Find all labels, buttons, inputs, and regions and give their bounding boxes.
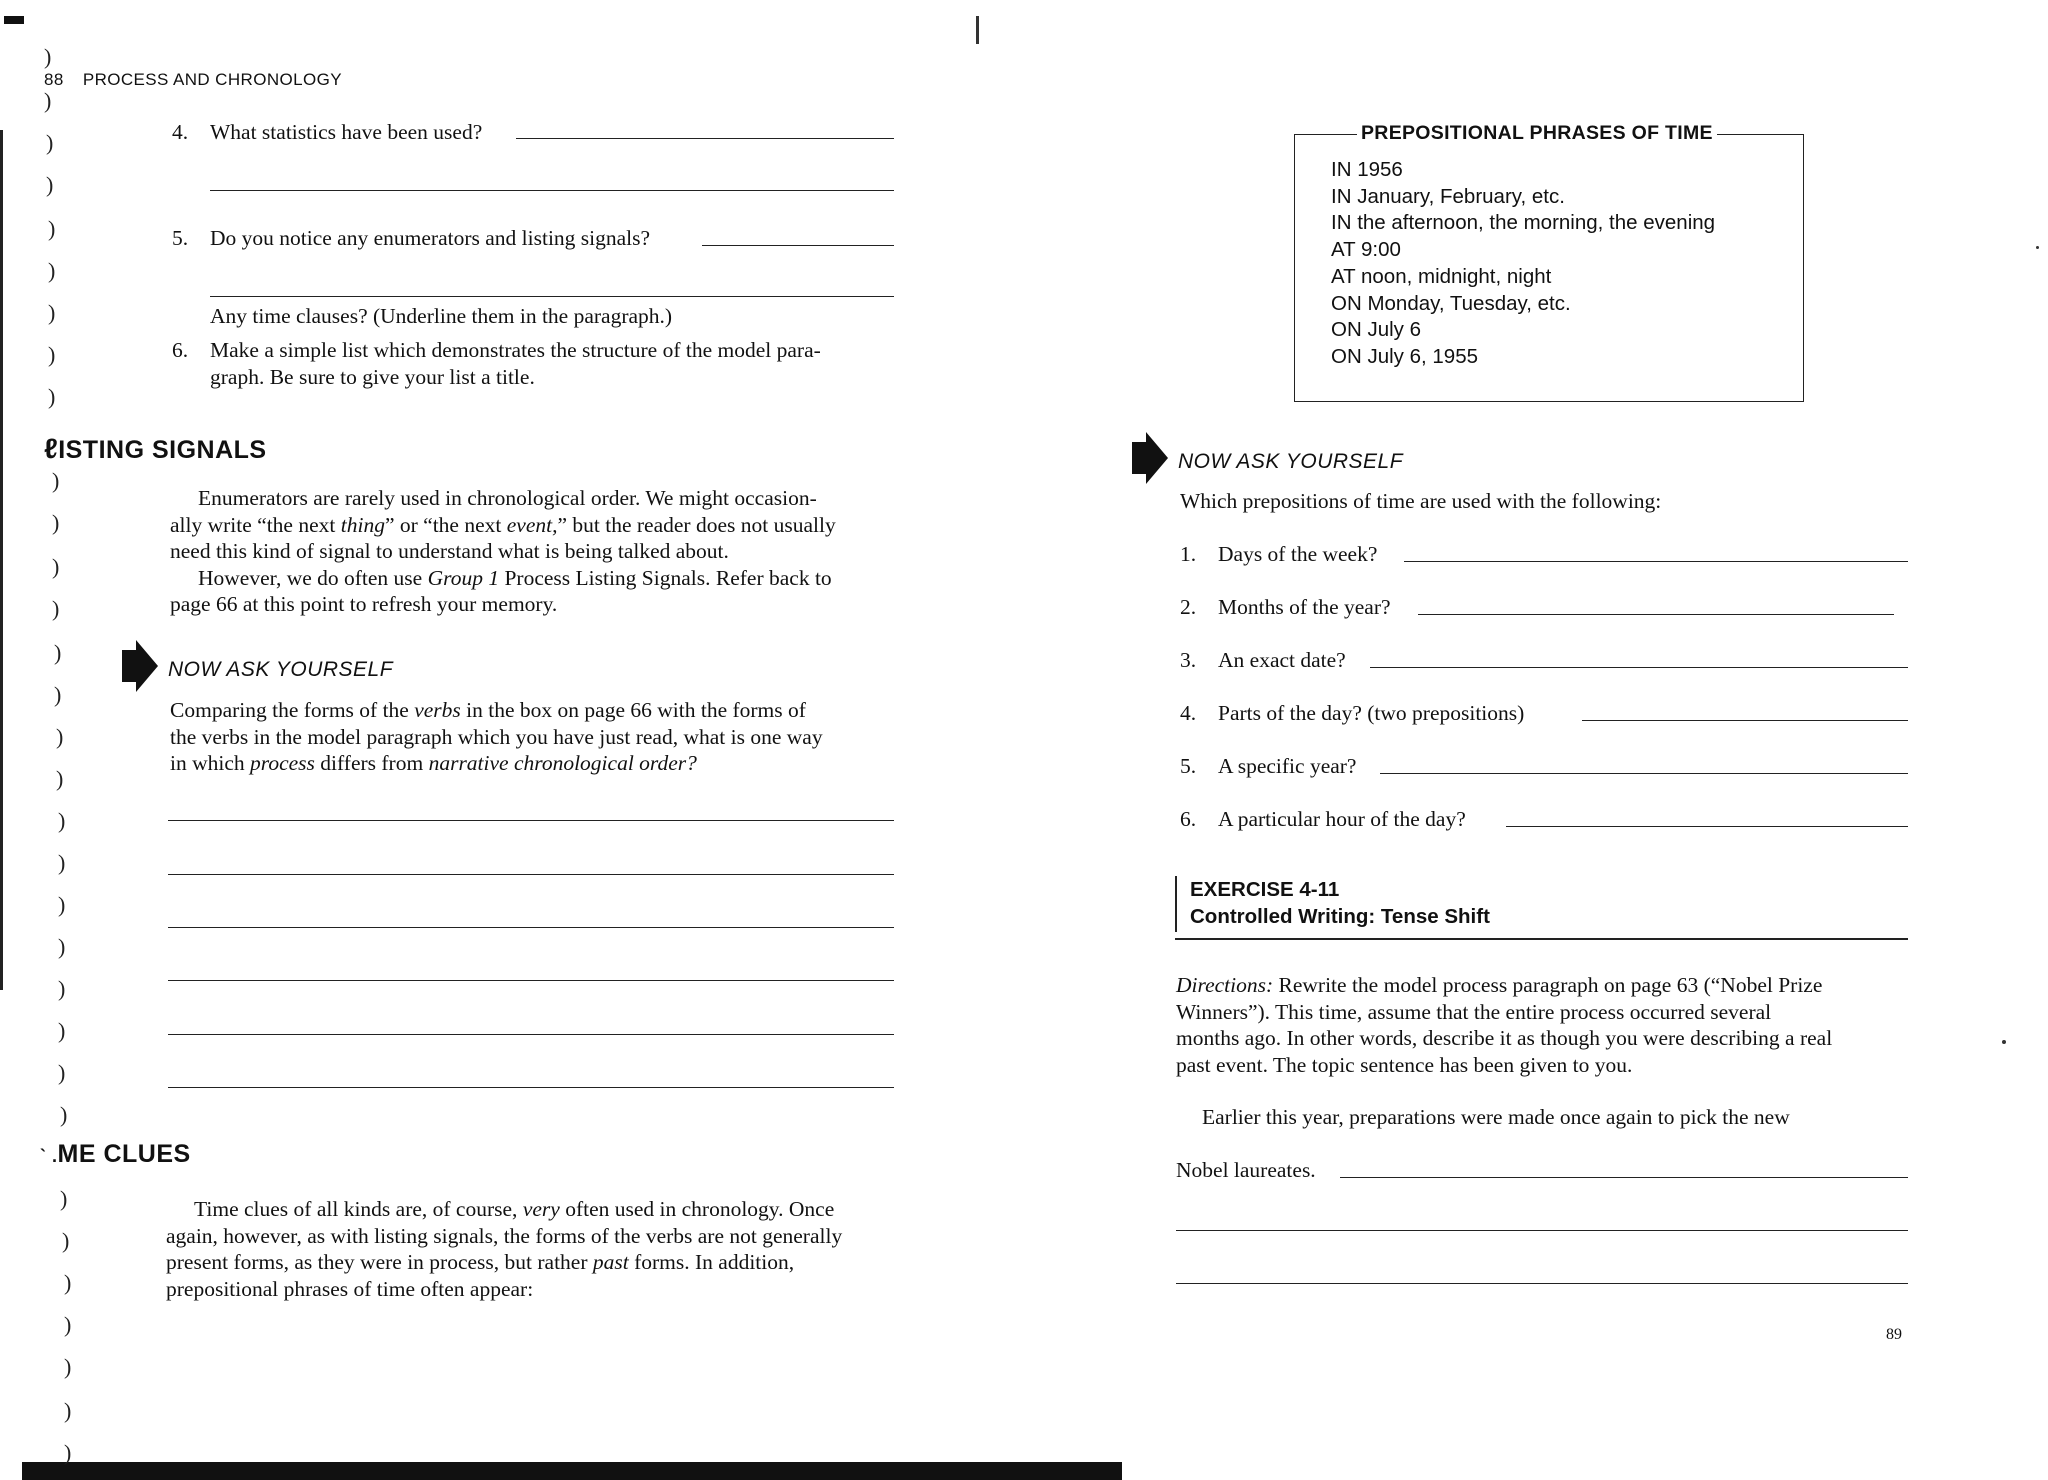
answer-line (1176, 1283, 1908, 1284)
question-text: An exact date? (1218, 648, 1346, 672)
ask-question (170, 697, 823, 777)
answer-line (168, 1034, 894, 1035)
question-5-followup: Any time clauses? (Underline them in the paragraph.) (210, 304, 673, 328)
box-item: ON July 6, 1955 (1331, 344, 1478, 368)
arrow-right-icon (1132, 432, 1168, 484)
exercise-heading (1190, 876, 1490, 930)
question-6-cont: graph. Be sure to give your list a title. (210, 365, 535, 389)
answer-line (702, 245, 894, 246)
answer-line (168, 874, 894, 875)
answer-line (168, 927, 894, 928)
paragraph-line: Comparing the forms of the verbs in the box on page 66 with the forms of (170, 698, 806, 722)
paragraph-line: prepositional phrases of time often appear: (166, 1276, 534, 1301)
scan-bottom-bar (22, 1462, 1122, 1480)
question-text: Parts of the day? (two prepositions) (1218, 701, 1525, 725)
question-text: Days of the week? (1218, 542, 1378, 566)
question-number: 5. (172, 226, 189, 250)
gutter-mark (976, 16, 979, 44)
box-item: IN 1956 (1331, 158, 1403, 181)
question-5 (172, 225, 651, 252)
scan-edge-line (0, 130, 3, 990)
question-text: A particular hour of the day? (1218, 807, 1466, 831)
paragraph-line: in which process differs from narrative chronological order? (170, 751, 697, 775)
answer-line (1340, 1177, 1908, 1178)
topic-sentence-end: Nobel laureates. (1176, 1158, 1316, 1182)
answer-line (210, 296, 894, 297)
exercise-directions (1176, 972, 1906, 1078)
exercise-heading-bar (1175, 876, 1177, 932)
paragraph-line: Directions: Rewrite the model process paragraph on page 63 (“Nobel Prize (1176, 973, 1823, 997)
answer-line (1176, 1230, 1908, 1231)
answer-line (210, 190, 894, 191)
box-item: IN the afternoon, the morning, the evening (1331, 211, 1716, 235)
question-text: Months of the year? (1218, 595, 1391, 619)
exercise-rule (1175, 938, 1908, 940)
box-item: AT 9:00 (1331, 238, 1401, 262)
question-item (1180, 806, 1466, 833)
answer-line (168, 820, 894, 821)
box-item: ON Monday, Tuesday, etc. (1331, 291, 1571, 315)
paragraph-line: Time clues of all kinds are, of course, very often used in chronology. Once (194, 1197, 835, 1221)
box-item: IN January, February, etc. (1331, 184, 1565, 208)
listing-signals-paragraph (170, 485, 900, 618)
now-ask-yourself-label: NOW ASK YOURSELF (168, 658, 394, 681)
paragraph-line: the verbs in the model paragraph which you have just read, what is one way (170, 724, 823, 749)
paragraph-line: need this kind of signal to understand what is being talked about. (170, 539, 729, 563)
running-head (44, 70, 342, 90)
page-number: 89 (1886, 1326, 1902, 1343)
question-number: 6. (172, 338, 189, 362)
question-item (1180, 647, 1346, 674)
paragraph-line: months ago. In other words, describe it as though you were describing a real (1176, 1026, 1833, 1050)
time-clues-heading: ` .ME CLUES (40, 1140, 191, 1168)
paragraph-line: Enumerators are rarely used in chronological order. We might occasion- (198, 486, 817, 510)
question-number: 4. (1180, 701, 1197, 725)
question-6 (172, 337, 821, 364)
paragraph-line: again, however, as with listing signals, the forms of the verbs are not generally (166, 1223, 843, 1248)
paragraph-line: Winners”). This time, assume that the entire process occurred several (1176, 999, 1772, 1024)
ask-intro: Which prepositions of time are used with the following: (1180, 489, 1662, 513)
box-title: PREPOSITIONAL PHRASES OF TIME (1357, 122, 1717, 145)
paragraph-line: ally write “the next thing” or “the next event,” but the reader does not usually (170, 512, 836, 537)
speck (2036, 246, 2039, 249)
now-ask-yourself-label: NOW ASK YOURSELF (1178, 450, 1404, 473)
box-item: ON July 6 (1331, 318, 1421, 342)
question-number: 1. (1180, 542, 1197, 566)
topic-sentence: Earlier this year, preparations were made once again to pick the new (1202, 1105, 1790, 1129)
exercise-title: Controlled Writing: Tense Shift (1190, 905, 1490, 928)
answer-line (1370, 667, 1908, 668)
paragraph-line: present forms, as they were in process, but rather past forms. In addition, (166, 1250, 795, 1274)
question-number: 4. (172, 120, 189, 144)
answer-line (1582, 720, 1908, 721)
question-item (1180, 700, 1525, 727)
listing-signals-heading: ℓISTING SIGNALS (44, 433, 267, 464)
exercise-number: EXERCISE 4-11 (1190, 878, 1340, 901)
answer-line (1506, 826, 1908, 827)
question-number: 2. (1180, 595, 1197, 619)
paragraph-line: past event. The topic sentence has been given to you. (1176, 1052, 1633, 1077)
question-item (1180, 753, 1357, 780)
question-number: 5. (1180, 754, 1197, 778)
prepositional-phrases-box (1294, 122, 1804, 402)
answer-line (516, 138, 894, 139)
answer-line (168, 980, 894, 981)
speck (2002, 1040, 2006, 1044)
question-4 (172, 119, 483, 146)
paragraph-line: page 66 at this point to refresh your memory. (170, 592, 558, 616)
paragraph-line: However, we do often use Group 1 Process Listing Signals. Refer back to (198, 565, 832, 590)
answer-line (1404, 561, 1908, 562)
scan-edge-mark (4, 16, 24, 24)
answer-line (1418, 614, 1894, 615)
answer-line (168, 1087, 894, 1088)
question-item (1180, 541, 1378, 568)
question-text: What statistics have been used? (210, 120, 483, 144)
page-number: 88 (44, 70, 64, 89)
question-text: A specific year? (1218, 754, 1357, 778)
question-number: 3. (1180, 648, 1197, 672)
time-clues-paragraph (166, 1196, 906, 1302)
question-item (1180, 594, 1391, 621)
box-item: AT noon, midnight, night (1331, 264, 1552, 288)
running-head-title: PROCESS AND CHRONOLOGY (82, 70, 342, 89)
question-text: Do you notice any enumerators and listing signals? (210, 226, 651, 250)
answer-line (1380, 773, 1908, 774)
question-number: 6. (1180, 807, 1197, 831)
arrow-right-icon (122, 640, 158, 692)
box-items (1331, 157, 1715, 371)
question-text: Make a simple list which demonstrates the structure of the model para- (210, 338, 821, 362)
